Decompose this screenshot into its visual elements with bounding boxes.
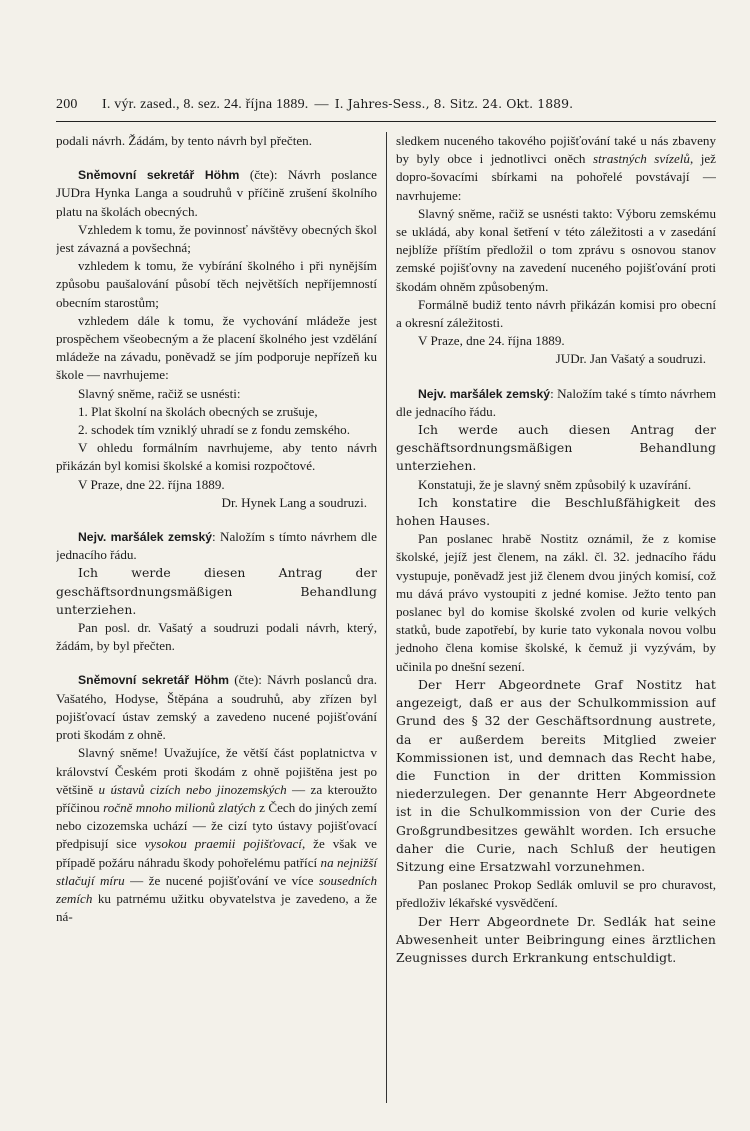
list-item: 2. schodek tím vzniklý uhradí se z fondu zemského. bbox=[78, 422, 350, 438]
paragraph-text: : Naložím s tímto návrhem dle jednacího řádu. bbox=[56, 529, 377, 563]
paragraph-text: z Čech do jiných zemí nebo cizozemska uchází — že cizí tyto ústavy pojišťovací předpisují sice bbox=[56, 799, 377, 852]
speaker-name: Sněmovní sekretář Höhm bbox=[78, 673, 229, 688]
paragraph: vzhledem k tomu, že vybírání školného i při nynějším způsobu paušalování působí těch největších nepříjemností obecním starostům; bbox=[56, 258, 377, 310]
paragraph: Slavný sněme, račiž se usnésti takto: Výboru zemskému se ukládá, aby konal šetření v této záležitosti a v zasedání nejblíže příštím předložil o tom zprávu s osnovou stanov zemské pojišťovny na zavedení nuceného pojišťování proti škodám ohněm způsobeným. bbox=[396, 205, 716, 294]
emphasis: vysokou praemii pojišťovací bbox=[144, 836, 302, 852]
paragraph-text: (čte): Návrh poslanců dra. Vašatého, Hodyse, Štěpána a soudruhů, aby zřízen byl pojišťovací ústav zemský a zavedeno nucené pojišťování proti škodám z ohně. bbox=[56, 672, 377, 743]
paragraph: Pan poslanec hrabě Nostitz oznámil, že z komise školské, jejíž jest členem, na zákl. čl. 32. jednacího řádu vystupuje, poněvadž jest již členem dvou jiných komisí, což mu dává právo vystoupiti z jedné komise. Ježto tento pan poslanec byl do komise školské zvolen od kurie velkých statků, bude zapotřebí, by kurie tato vykonala novou volbu jednoho člena komise školské, k čemuž ji vyzývám, by učinila po dnešní sezení. bbox=[396, 531, 716, 674]
list-item: 1. Plat školní na školách obecných se zrušuje, bbox=[78, 403, 318, 419]
paragraph-text: , jež dopro-šovacími sbírkami na pohořelé povstávají — navrhujeme: bbox=[396, 151, 716, 203]
emphasis: strastných svízelů bbox=[592, 151, 690, 167]
left-column bbox=[56, 132, 386, 1103]
paragraph: V ohledu formálním navrhujeme, aby tento návrh přikázán byl komisi školské a komisi rozpočtové. bbox=[56, 440, 377, 474]
page-number: 200 bbox=[56, 97, 78, 112]
text-columns bbox=[56, 132, 716, 1103]
emphasis: na nejnižší stlačují míru bbox=[56, 854, 377, 888]
paragraph-text: (čte): Návrh poslance JUDra Hynka Langa a soudruhů v příčině zrušení školního platu na školách obecných. bbox=[56, 167, 377, 219]
header-dash: — bbox=[314, 97, 329, 112]
emphasis: sousedních zemích bbox=[56, 872, 377, 906]
paragraph-text: sledkem nuceného takového pojišťování také u nás zbaveny by byly obce i jednotlivci oněch bbox=[396, 133, 716, 167]
header-rule bbox=[56, 121, 716, 122]
emphasis: ročně mnoho milionů zlatých bbox=[103, 799, 256, 815]
paragraph bbox=[396, 132, 716, 205]
paragraph-german: Der Herr Abgeordnete Graf Nostitz hat angezeigt, daß er aus der Schulkommission auf Grund des § 32 der Geschäftsordnung austrete, da er außerdem bereits Mitglied zweier Kommissionen ist, und demnach das Recht habe, die Function in der dritten Kommission niederzulegen. Der genannte Herr Abgeordnete ist in die Schulkommission von der Curie des Großgrundbesitzes gewählt worden. Ich ersuche daher die Curie, nach Schluß der heutigen Sitzung eine Ersatzwahl vorzunehmen. bbox=[396, 676, 716, 874]
paragraph: Formálně budiž tento návrh přikázán komisi pro obecní a okresní záležitosti. bbox=[396, 296, 716, 331]
signature-line: Dr. Hynek Lang a soudruzi. bbox=[221, 494, 367, 510]
paragraph-text: — že nucené pojišťování ve více bbox=[124, 872, 319, 888]
paragraph bbox=[56, 671, 377, 744]
paragraph-german: Der Herr Abgeordnete Dr. Sedlák hat seine Abwesenheit unter Beibringung eines ärztlichen Zeugnisses durch Erkrankung entschuldigt. bbox=[396, 913, 716, 965]
paragraph bbox=[56, 744, 377, 926]
signature-line: JUDr. Jan Vašatý a soudruzi. bbox=[555, 351, 706, 367]
date-line: V Praze, dne 22. října 1889. bbox=[78, 476, 225, 492]
paragraph-german: Ich werde auch diesen Antrag der geschäftsordnungsmäßigen Behandlung unterziehen. bbox=[396, 422, 716, 474]
emphasis: u ústavů cizích nebo jinozemských bbox=[98, 781, 287, 797]
speaker-name: Nejv. maršálek zemský bbox=[78, 530, 213, 545]
paragraph bbox=[56, 528, 377, 564]
paragraph bbox=[396, 385, 716, 421]
paragraph-text: Slavný sněme! Uvažujíce, že větší část poplatnictva v království Českém proti škodám z ohně pojištěna jest po většině bbox=[56, 745, 377, 797]
paragraph-text: — za kteroužto příčinou bbox=[56, 781, 377, 815]
paragraph: Pan posl. dr. Vašatý a soudruzi podali návrh, který, žádám, by byl přečten. bbox=[56, 620, 377, 654]
page-header bbox=[56, 96, 716, 118]
right-column bbox=[386, 132, 716, 1103]
speaker-name: Nejv. maršálek zemský bbox=[418, 386, 551, 401]
paragraph: Slavný sněme, račiž se usnésti: bbox=[78, 385, 241, 401]
paragraph: Pan poslanec Prokop Sedlák omluvil se pro churavost, předloživ lékařské vysvědčení. bbox=[396, 877, 716, 911]
header-title-german: I. Jahres-Sess., 8. Sitz. 24. Okt. 1889. bbox=[334, 96, 574, 111]
paragraph-text: , že však ve případě požáru náhradu škody pohořelému patřící bbox=[56, 836, 377, 870]
paragraph: vzhledem dále k tomu, že vychování mládeže jest prospěchem všeobecným a že placení školného jest vzdělání mládeže na závadu, poněvadž se jím podporuje nepřízeň ku škole — navrhujeme: bbox=[56, 312, 377, 383]
paragraph: Vzhledem k tomu, že povinnosť návštěvy obecných škol jest závazná a povšechná; bbox=[56, 221, 377, 256]
paragraph bbox=[56, 166, 377, 221]
header-title-czech: I. výr. zased., 8. sez. 24. října 1889. bbox=[102, 97, 309, 112]
paragraph-text: : Naložím také s tímto návrhem dle jednacího řádu. bbox=[396, 385, 716, 419]
paragraph-german: Ich werde diesen Antrag der geschäftsordnungsmäßigen Behandlung unterziehen. bbox=[56, 565, 377, 617]
paragraph: podali návrh. Žádám, by tento návrh byl přečten. bbox=[56, 133, 312, 148]
paragraph-text: ku patrnému užitku obyvatelstva je zavedeno, a že ná- bbox=[56, 890, 377, 925]
paragraph-german: Ich konstatire die Beschlußfähigkeit des hohen Hauses. bbox=[396, 494, 716, 529]
speaker-name: Sněmovní sekretář Höhm bbox=[78, 168, 240, 183]
paragraph: Konstatuji, že je slavný sněm způsobilý k uzavírání. bbox=[418, 476, 692, 492]
date-line: V Praze, dne 24. října 1889. bbox=[418, 333, 565, 349]
